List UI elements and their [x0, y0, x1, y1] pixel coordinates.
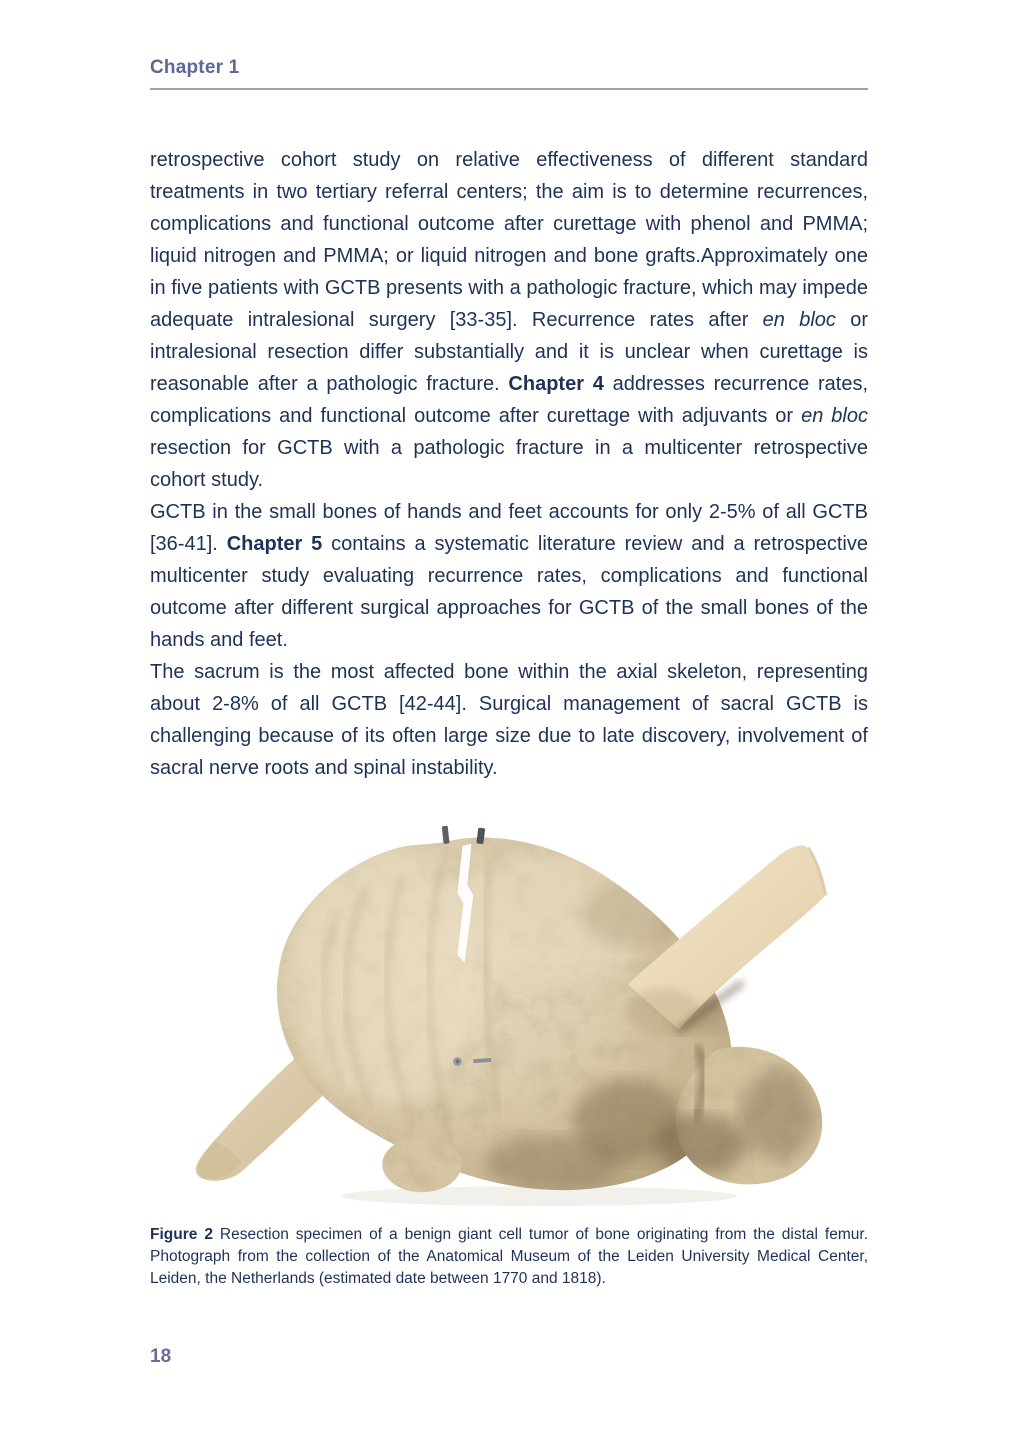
bone-specimen-photo	[159, 818, 859, 1214]
figure-caption: Figure 2 Resection specimen of a benign giant cell tumor of bone originating from the distal femur. Photograph from the collection of the Anatomical Museum of the Leiden University Medical Center, Leiden, the Netherlands (estimated date between 1770 and 1818).	[150, 1226, 868, 1287]
contact-shadow	[341, 1186, 737, 1206]
page-number: 18	[150, 1346, 172, 1367]
paragraph-2: GCTB in the small bones of hands and feet accounts for only 2-5% of all GCTB [36-41]. Chapter 5 contains a systematic literature review and a retrospective multicenter study evaluating recurrence rates, complications and functional outcome after different surgical approaches for GCTB of the small bones of the hands and feet.	[150, 501, 868, 651]
figure-container	[150, 818, 868, 1214]
header-rule	[150, 88, 868, 90]
specimen-texture	[163, 818, 856, 1214]
body-text-block	[150, 144, 868, 784]
paragraph-3: The sacrum is the most affected bone within the axial skeleton, representing about 2-8% of all GCTB [42-44]. Surgical management of sacral GCTB is challenging because of its often large size due to late discovery, involvement of sacral nerve roots and spinal instability.	[150, 661, 868, 779]
paragraph-1: retrospective cohort study on relative effectiveness of different standard treatments in two tertiary referral centers; the aim is to determine recurrences, complications and functional outcome after curettage with phenol and PMMA; liquid nitrogen and PMMA; or liquid nitrogen and bone grafts.Approximately one in five patients with GCTB presents with a pathologic fracture, which may impede adequate intralesional surgery [33-35]. Recurrence rates after en bloc or intralesional resection differ substantially and it is unclear when curettage is reasonable after a pathologic fracture. Chapter 4 addresses recurrence rates, complications and functional outcome after curettage with adjuvants or en bloc resection for GCTB with a pathologic fracture in a multicenter retrospective cohort study.	[150, 149, 869, 491]
chapter-header	[150, 57, 868, 90]
chapter-title: Chapter 1	[150, 57, 240, 78]
